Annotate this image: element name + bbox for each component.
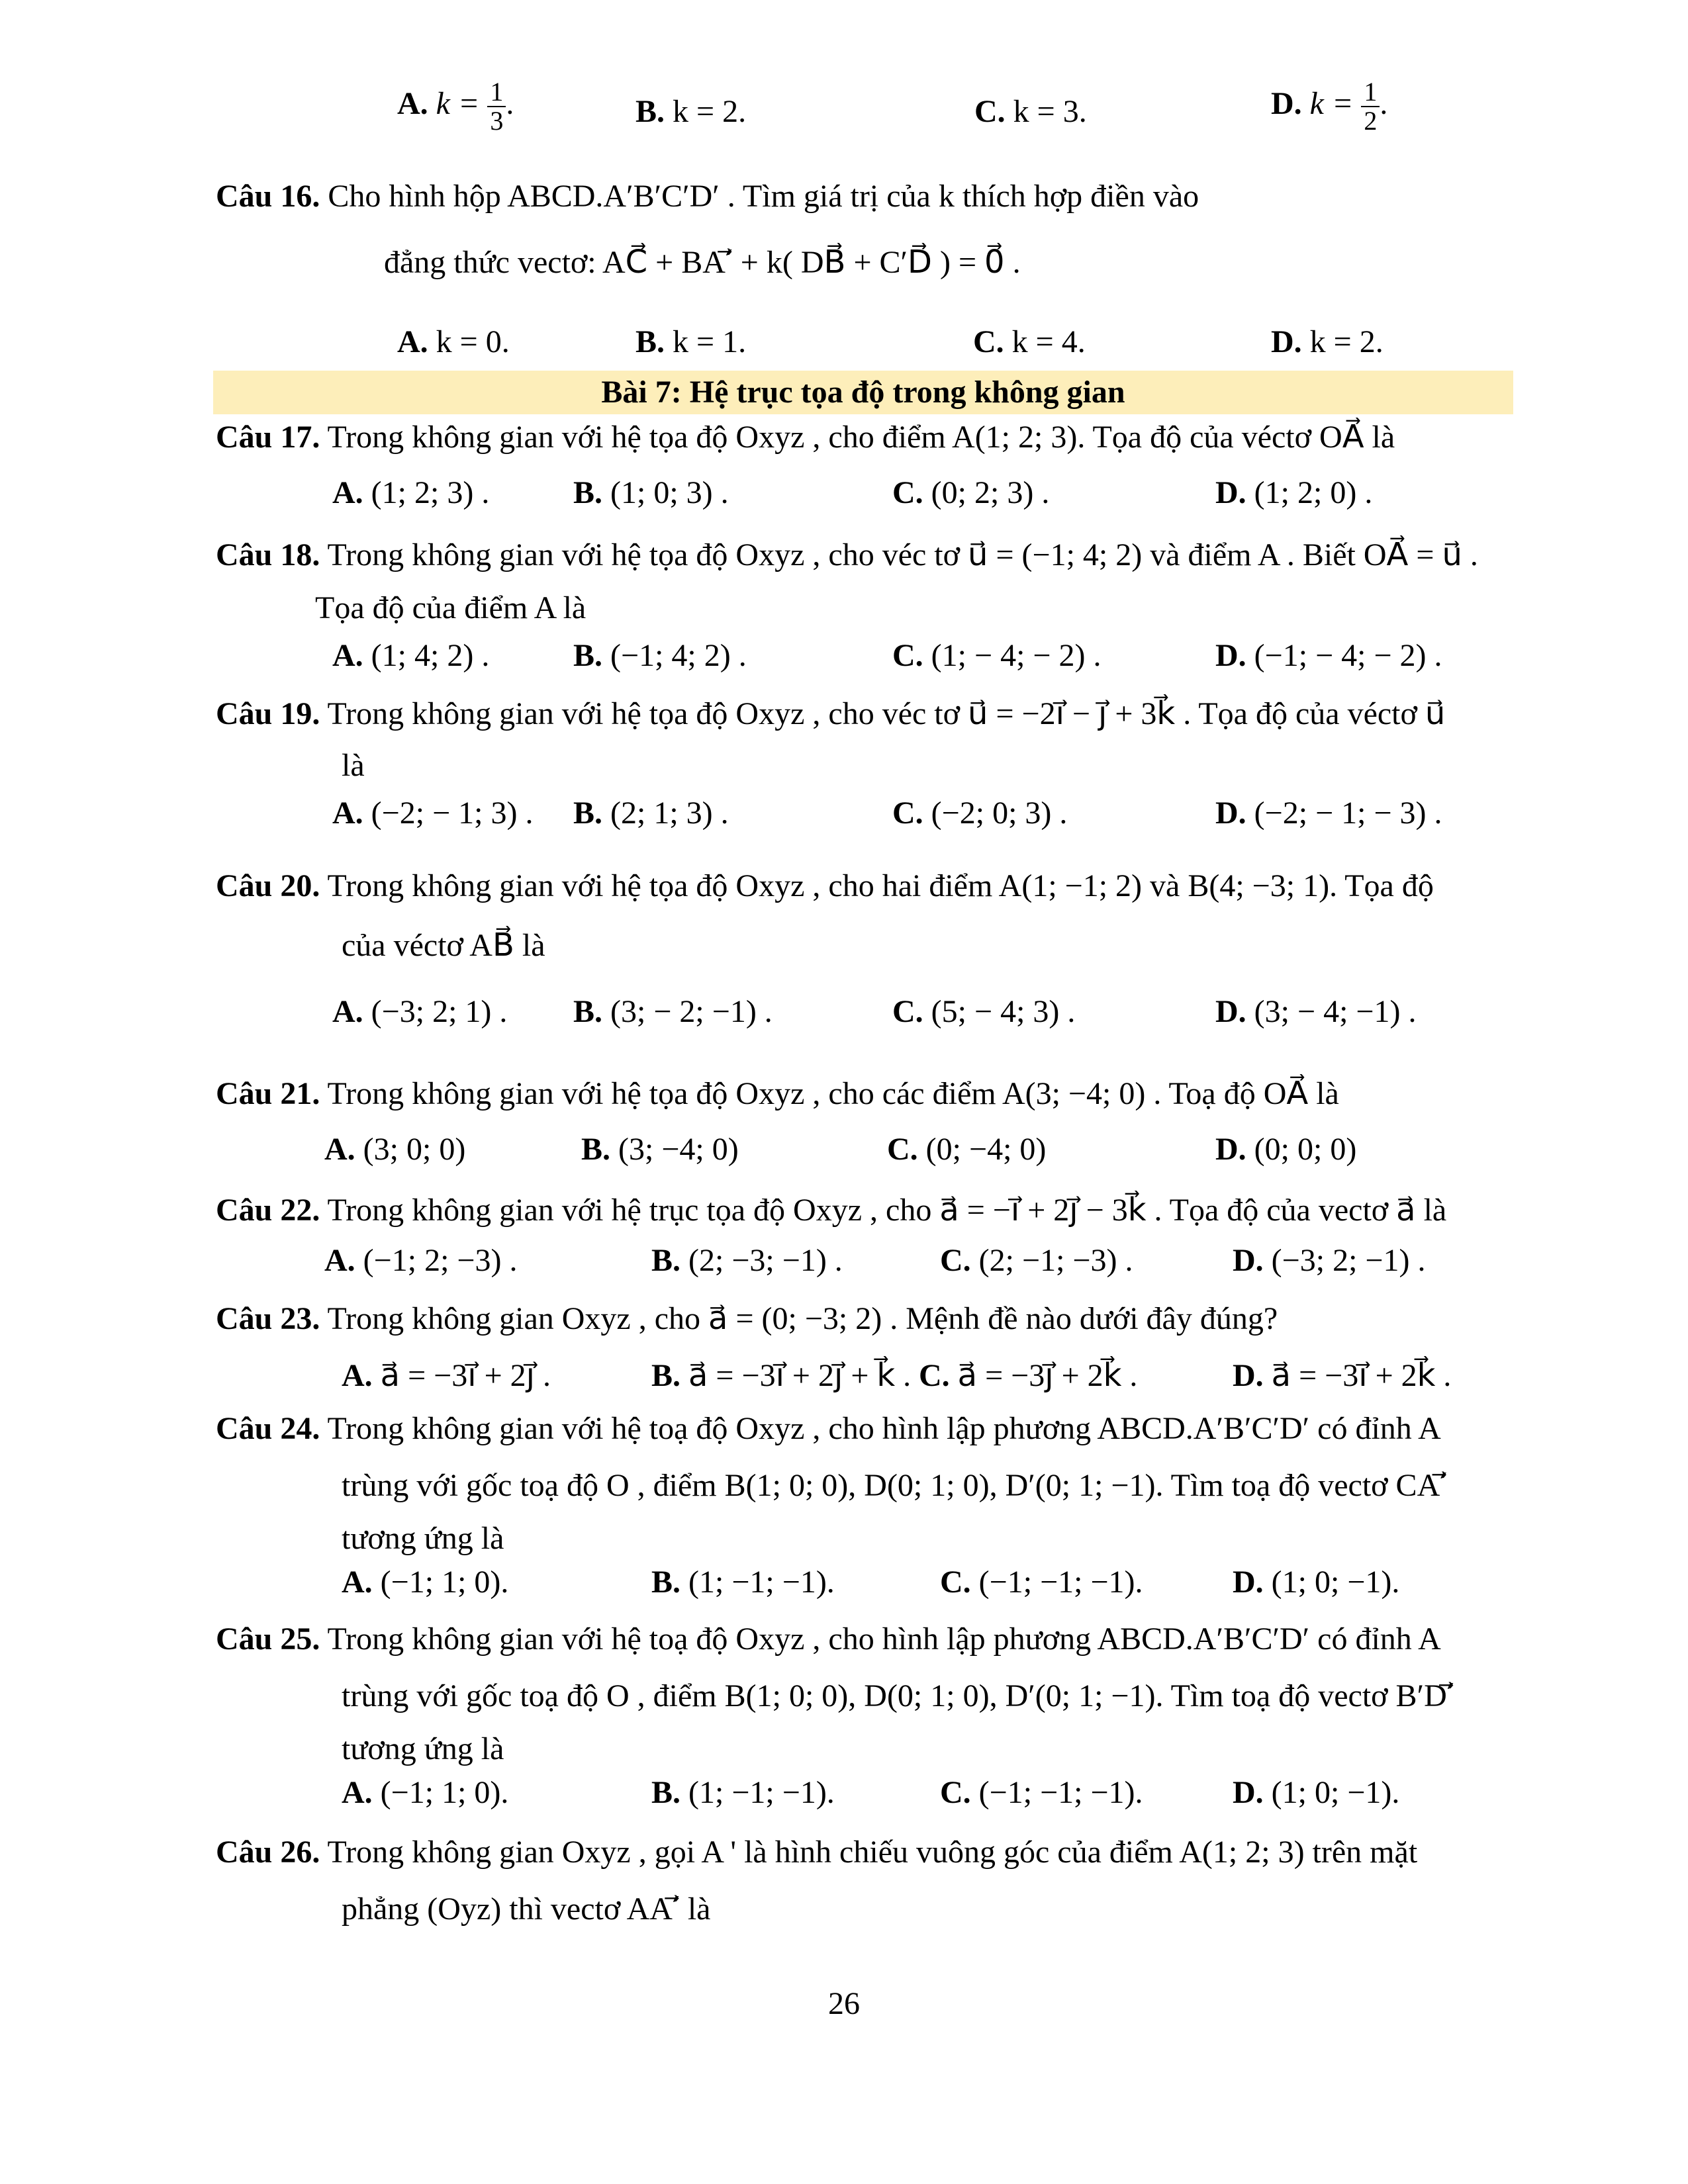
q25-option-d: D. (1; 0; −1). <box>1233 1775 1400 1810</box>
question-24-line2: trùng với gốc toạ độ O , điểm B(1; 0; 0), D(0; 1; 0), D′(0; 1; −1). Tìm toạ độ vectơ CA′⃗ <box>342 1468 1448 1503</box>
question-22: Câu 22. Trong không gian với hệ trục tọa độ Oxyz , cho a⃗ = −i⃗ + 2j⃗ − 3k⃗ . Tọa độ của vectơ a⃗ là <box>216 1193 1447 1228</box>
q17-option-a: A. (1; 2; 3) . <box>332 475 490 510</box>
q17-option-d: D. (1; 2; 0) . <box>1215 475 1373 510</box>
q16-option-b: B. k = 1. <box>635 324 747 359</box>
question-24-line3: tương ứng là <box>342 1521 504 1556</box>
q22-option-d: D. (−3; 2; −1) . <box>1233 1243 1426 1278</box>
question-25: Câu 25. Trong không gian với hệ toạ độ Oxyz , cho hình lập phương ABCD.A′B′C′D′ có đỉnh A <box>216 1621 1441 1657</box>
question-26: Câu 26. Trong không gian Oxyz , gọi A ' là hình chiếu vuông góc của điểm A(1; 2; 3) trên mặt <box>216 1835 1418 1870</box>
question-25-line3: tương ứng là <box>342 1731 504 1766</box>
question-24: Câu 24. Trong không gian với hệ toạ độ Oxyz , cho hình lập phương ABCD.A′B′C′D′ có đỉnh A <box>216 1411 1441 1446</box>
q19-option-d: D. (−2; − 1; − 3) . <box>1215 796 1442 831</box>
q20-option-b: B. (3; − 2; −1) . <box>573 994 773 1029</box>
q20-option-d: D. (3; − 4; −1) . <box>1215 994 1417 1029</box>
q25-option-b: B. (1; −1; −1). <box>651 1775 835 1810</box>
q23-option-c: C. a⃗ = −3j⃗ + 2k⃗ . <box>919 1358 1138 1393</box>
q21-option-d: D. (0; 0; 0) <box>1215 1132 1357 1167</box>
question-25-line2: trùng với gốc toạ độ O , điểm B(1; 0; 0), D(0; 1; 0), D′(0; 1; −1). Tìm toạ độ vectơ B′D′⃗ <box>342 1678 1454 1713</box>
section-heading: Bài 7: Hệ trục tọa độ trong không gian <box>213 371 1513 414</box>
q20-option-a: A. (−3; 2; 1) . <box>332 994 508 1029</box>
page-number: 26 <box>828 1986 860 2021</box>
q23-option-d: D. a⃗ = −3i⃗ + 2k⃗ . <box>1233 1358 1452 1393</box>
q24-option-b: B. (1; −1; −1). <box>651 1565 835 1600</box>
question-20: Câu 20. Trong không gian với hệ tọa độ Oxyz , cho hai điểm A(1; −1; 2) và B(4; −3; 1). Tọa độ <box>216 868 1434 903</box>
question-20-line2: của véctơ AB⃗ là <box>342 928 545 963</box>
question-21: Câu 21. Trong không gian với hệ tọa độ Oxyz , cho các điểm A(3; −4; 0) . Toạ độ OA⃗ là <box>216 1076 1339 1111</box>
q25-option-a: A. (−1; 1; 0). <box>342 1775 509 1810</box>
q17-option-c: C. (0; 2; 3) . <box>892 475 1050 510</box>
q22-option-c: C. (2; −1; −3) . <box>940 1243 1133 1278</box>
question-18-line2: Tọa độ của điểm A là <box>315 590 586 625</box>
q18-option-c: C. (1; − 4; − 2) . <box>892 638 1102 673</box>
q19-option-b: B. (2; 1; 3) . <box>573 796 729 831</box>
q22-option-a: A. (−1; 2; −3) . <box>324 1243 518 1278</box>
q15-option-b: B. k = 2. <box>635 94 747 129</box>
q24-option-a: A. (−1; 1; 0). <box>342 1565 509 1600</box>
q25-option-c: C. (−1; −1; −1). <box>940 1775 1143 1810</box>
question-17: Câu 17. Trong không gian với hệ tọa độ Oxyz , cho điểm A(1; 2; 3). Tọa độ của véctơ OA⃗ là <box>216 420 1395 455</box>
q24-option-c: C. (−1; −1; −1). <box>940 1565 1143 1600</box>
q15-option-c: C. k = 3. <box>974 94 1087 129</box>
question-23: Câu 23. Trong không gian Oxyz , cho a⃗ = (0; −3; 2) . Mệnh đề nào dưới đây đúng? <box>216 1301 1278 1336</box>
fraction: $\frac{1}{3}$ <box>487 78 506 135</box>
question-18: Câu 18. Trong không gian với hệ tọa độ Oxyz , cho véc tơ u⃗ = (−1; 4; 2) và điểm A . Biết OA⃗ = u⃗ . <box>216 537 1478 572</box>
question-26-line2: phẳng (Oyz) thì vectơ AA′⃗ là <box>342 1891 711 1927</box>
question-19: Câu 19. Trong không gian với hệ tọa độ Oxyz , cho véc tơ u⃗ = −2i⃗ − j⃗ + 3k⃗ . Tọa độ của véctơ u⃗ <box>216 696 1446 731</box>
q23-option-b: B. a⃗ = −3i⃗ + 2j⃗ + k⃗ . <box>651 1358 912 1393</box>
q20-option-c: C. (5; − 4; 3) . <box>892 994 1076 1029</box>
q24-option-d: D. (1; 0; −1). <box>1233 1565 1400 1600</box>
q16-option-d: D. k = 2. <box>1271 324 1383 359</box>
q21-option-b: B. (3; −4; 0) <box>581 1132 739 1167</box>
q18-option-a: A. (1; 4; 2) . <box>332 638 490 673</box>
question-16-line2: đẳng thức vectơ: AC⃗ + BA′⃗ + k( DB⃗ + C′D⃗ ) = 0⃗ . <box>384 245 1021 280</box>
q16-option-c: C. k = 4. <box>973 324 1086 359</box>
question-16: Câu 16. Cho hình hộp ABCD.A′B′C′D′ . Tìm giá trị của k thích hợp điền vào <box>216 179 1199 214</box>
q16-option-a: A. k = 0. <box>397 324 510 359</box>
q19-option-a: A. (−2; − 1; 3) . <box>332 796 534 831</box>
q17-option-b: B. (1; 0; 3) . <box>573 475 729 510</box>
q18-option-b: B. (−1; 4; 2) . <box>573 638 747 673</box>
q15-option-a: A. k = $\frac{1}{3}$ . <box>397 77 514 136</box>
q15-option-d: D. k = $\frac{1}{2}$ . <box>1271 77 1388 136</box>
q22-option-b: B. (2; −3; −1) . <box>651 1243 843 1278</box>
q23-option-a: A. a⃗ = −3i⃗ + 2j⃗ . <box>342 1358 551 1393</box>
q19-option-c: C. (−2; 0; 3) . <box>892 796 1068 831</box>
fraction: $\frac{1}{2}$ <box>1361 78 1380 135</box>
q21-option-c: C. (0; −4; 0) <box>887 1132 1047 1167</box>
q18-option-d: D. (−1; − 4; − 2) . <box>1215 638 1442 673</box>
q21-option-a: A. (3; 0; 0) <box>324 1132 466 1167</box>
question-19-line2: là <box>342 748 365 783</box>
